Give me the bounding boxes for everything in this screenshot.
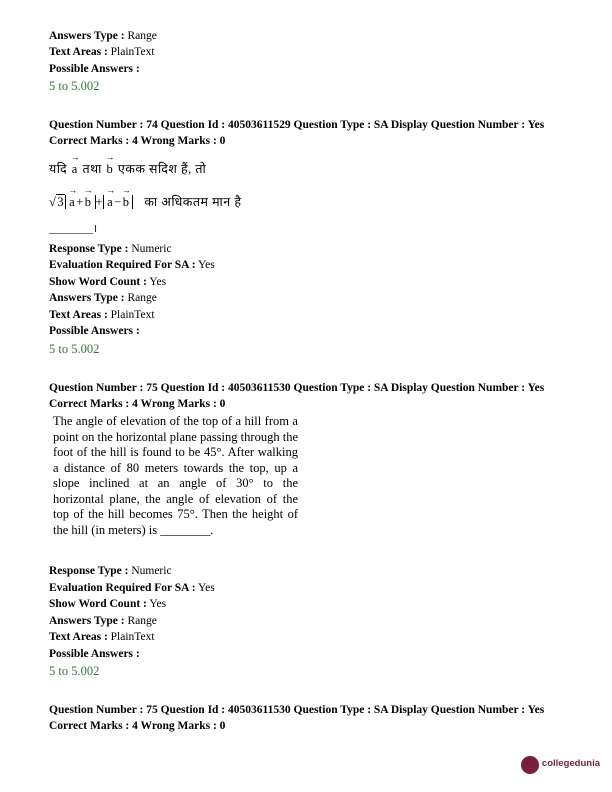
collegedunia-logo: [521, 756, 600, 774]
q75-text-areas-row: Text Areas : PlainText: [49, 631, 155, 643]
q74-header-line2: Correct Marks : 4 Wrong Marks : 0: [49, 135, 226, 147]
sqrt-radicand: 3: [57, 195, 65, 209]
q75-header-line1: Question Number : 75 Question Id : 40503611530 Question Type : SA Display Question Number : Yes: [49, 382, 545, 394]
collegedunia-logo-sub: [542, 769, 600, 773]
answers-type-value: Range: [127, 30, 157, 42]
q74-possible-answers-value: 5 to 5.002: [49, 342, 100, 356]
q75-question-text: The angle of elevation of the top of a hill from a point on the horizontal plane passing through the foot of the hill is found to be 45°. After walking a distance of 80 meters towards the top, up a slope inclined at an angle of 30° to the horizontal plane, the angle of elevation of the top of the hill becomes 75°. Then the height of the hill (in meters) is ________.: [53, 414, 298, 537]
q75-eval-row: Evaluation Required For SA : Yes: [49, 582, 215, 594]
collegedunia-logo-icon: [521, 756, 539, 774]
q74-possible-answers-row: Possible Answers :: [49, 325, 140, 337]
answers-type-row: [49, 29, 157, 43]
q74-hindi-yadi: यदि: [49, 162, 68, 176]
answers-type-label: Answers Type :: [49, 30, 125, 42]
q75-answers-type-row: Answers Type : Range: [49, 615, 157, 627]
q74-hindi-ekak: एकक सदिश हैं, तो: [117, 162, 207, 176]
q75-possible-answers-value: 5 to 5.002: [49, 664, 100, 678]
collegedunia-logo-text: collegedunia: [541, 757, 600, 769]
vector-a: → a: [70, 152, 81, 176]
q74-question-line1: [49, 152, 207, 177]
text-areas-value: PlainText: [110, 46, 155, 58]
q75-header-line2: Correct Marks : 4 Wrong Marks : 0: [49, 398, 226, 410]
q74-hindi-tatha: तथा: [82, 162, 102, 176]
q74-blank: ________।: [49, 223, 98, 235]
q74-eval-row: Evaluation Required For SA : Yes: [49, 259, 215, 271]
q74-text-areas-row: Text Areas : PlainText: [49, 309, 155, 321]
text-areas-row: [49, 45, 155, 59]
text-areas-label: Text Areas :: [49, 46, 108, 58]
plus-sign: +: [95, 195, 104, 209]
q74-hindi-line2: का अधिकतम मान है: [144, 195, 242, 209]
q75b-header-line2: Correct Marks : 4 Wrong Marks : 0: [49, 720, 226, 732]
q74-response-type-row: Response Type : Numeric: [49, 243, 172, 255]
q75b-header-line1: Question Number : 75 Question Id : 40503611530 Question Type : SA Display Question Number : Yes: [49, 704, 545, 716]
possible-answers-row: [49, 62, 140, 76]
q74-word-count-row: Show Word Count : Yes: [49, 276, 167, 288]
q74-answers-type-row: Answers Type : Range: [49, 292, 157, 304]
abs-sum: → a+ → b: [65, 195, 95, 209]
sqrt-symbol: √: [49, 195, 57, 209]
possible-answers-value: 5 to 5.002: [49, 79, 100, 93]
q75-word-count-row: Show Word Count : Yes: [49, 598, 167, 610]
abs-diff: → a− → b: [103, 195, 133, 209]
q75-possible-answers-row: Possible Answers :: [49, 648, 140, 660]
possible-answers-label: Possible Answers :: [49, 63, 140, 75]
q74-question-line2: [49, 185, 242, 210]
vector-b: → b: [105, 152, 115, 176]
q75-response-type-row: Response Type : Numeric: [49, 565, 172, 577]
q74-header-line1: Question Number : 74 Question Id : 40503611529 Question Type : SA Display Question Number : Yes: [49, 119, 545, 131]
